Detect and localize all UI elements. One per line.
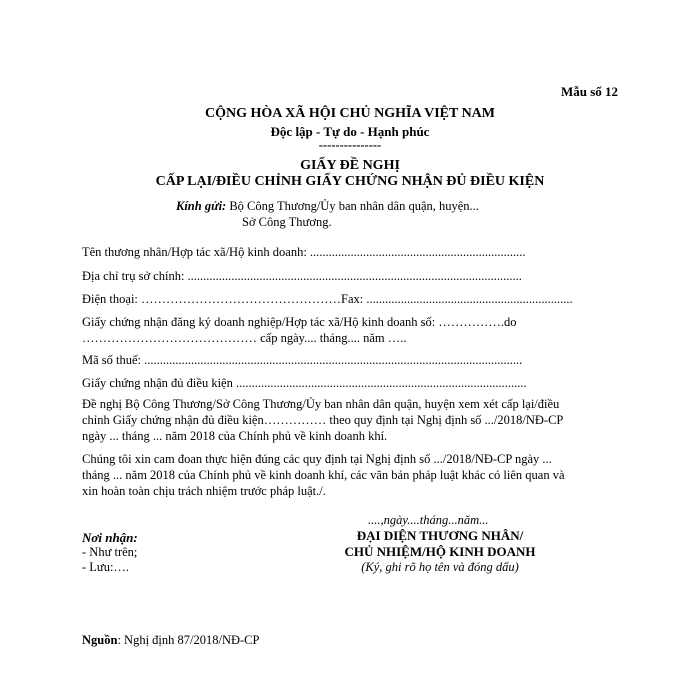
signature-title-2: CHỦ NHIỆM/HỘ KINH DOANH [344, 544, 536, 559]
recipients-label: Nơi nhận: [82, 530, 138, 545]
recipient-line-1: Bộ Công Thương/Ủy ban nhân dân quận, huyện... [229, 199, 479, 213]
request-paragraph-line-2: chỉnh Giấy chứng nhận đủ điều kiện…………… theo quy định tại Nghị định số .../2018/NĐ-CP [82, 413, 564, 427]
recipients-item-2: - Lưu:…. [82, 560, 130, 574]
header-divider: --------------- [318, 138, 382, 152]
field-address: Địa chỉ trụ sở chính: ........................................................................................................... [82, 269, 522, 283]
source-text: : Nghị định 87/2018/NĐ-CP [117, 633, 260, 647]
commitment-paragraph-line-3: xin hoàn toàn chịu trách nhiệm trước pháp luật./. [82, 484, 326, 498]
field-certificate: Giấy chứng nhận đủ điều kiện ............................................................................................. [82, 376, 527, 390]
signature-note: (Ký, ghi rõ họ tên và đóng dấu) [361, 560, 519, 574]
request-paragraph-line-3: ngày ... tháng ... năm 2018 của Chính phủ về kinh doanh khí. [82, 429, 388, 443]
signature-date: ....,ngày....tháng...năm... [368, 513, 489, 527]
form-number: Mẫu số 12 [560, 84, 618, 99]
recipient-block [176, 199, 479, 214]
recipient-line-2: Sở Công Thương. [242, 215, 332, 229]
national-motto: Độc lập - Tự do - Hạnh phúc [270, 124, 430, 139]
commitment-paragraph-line-1: Chúng tôi xin cam đoan thực hiện đúng các quy định tại Nghị định số .../2018/NĐ-CP ngày ... [82, 452, 552, 466]
field-registration-line-1: Giấy chứng nhận đăng ký doanh nghiệp/Hợp tác xã/Hộ kinh doanh số: …………….do [82, 315, 517, 329]
country-name: CỘNG HÒA XÃ HỘI CHỦ NGHĨA VIỆT NAM [204, 106, 495, 121]
source-line [82, 633, 259, 648]
document-subtitle: CẤP LẠI/ĐIỀU CHỈNH GIẤY CHỨNG NHẬN ĐỦ ĐIỀU KIỆN [155, 174, 545, 189]
recipients-item-1: - Như trên; [82, 545, 138, 559]
document-title: GIẤY ĐỀ NGHỊ [300, 158, 400, 173]
request-paragraph-line-1: Đề nghị Bộ Công Thương/Sở Công Thương/Ủy ban nhân dân quận, huyện xem xét cấp lại/điều [82, 397, 560, 411]
source-label: Nguồn [82, 633, 118, 647]
recipient-label: Kính gửi: [176, 199, 227, 213]
field-trader-name: Tên thương nhân/Hợp tác xã/Hộ kinh doanh: ..................................................................... [82, 245, 526, 259]
field-registration-line-2: …………………………………… cấp ngày.... tháng.... năm ….. [82, 331, 407, 345]
field-phone-fax: Điện thoại: …………………………………………Fax: .................................................................. [82, 292, 573, 306]
signature-title-1: ĐẠI DIỆN THƯƠNG NHÂN/ [356, 528, 524, 543]
commitment-paragraph-line-2: tháng ... năm 2018 của Chính phủ về kinh doanh khí, các văn bản pháp luật khác có liên quan và [82, 468, 565, 482]
field-tax-code: Mã số thuế: ......................................................................................................................... [82, 353, 523, 367]
